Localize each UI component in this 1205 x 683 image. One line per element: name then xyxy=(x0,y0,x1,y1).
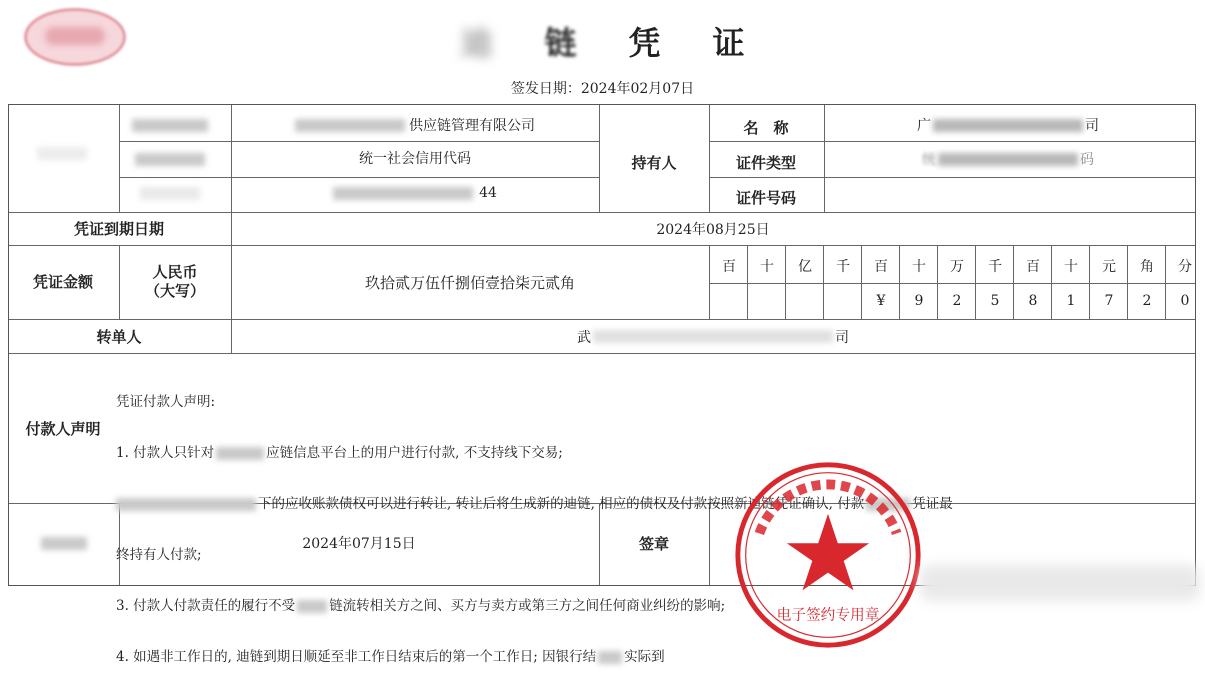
issuer-name: 供应链管理有限公司 xyxy=(232,112,598,138)
amount-currency xyxy=(120,247,230,317)
holder-id-no-label: 证件号码 xyxy=(735,188,796,207)
currency-line-1: 人民币 xyxy=(152,263,198,281)
amount-digit-8: 8 xyxy=(1028,292,1038,309)
issuer-side-label xyxy=(12,140,112,166)
amount-unit-11: 角 xyxy=(1140,258,1154,275)
expiry-value: 2024年08月25日 xyxy=(656,221,770,238)
declaration-line-3: 终持有人付款; xyxy=(116,547,202,563)
issuer-label-2 xyxy=(120,146,220,172)
seal-star-icon xyxy=(787,514,869,590)
title-char-2: 链 xyxy=(544,24,577,62)
holder-name: 广 司 xyxy=(917,118,1099,134)
title-char-1: 迪 xyxy=(460,24,493,62)
amount-label: 凭证金额 xyxy=(32,273,93,291)
amount-unit-4: 百 xyxy=(874,258,888,275)
amount-unit-2: 亿 xyxy=(798,258,812,275)
amount-digit-4: ¥ xyxy=(876,292,886,309)
amount-unit-0: 百 xyxy=(722,258,736,275)
amount-digit-3 xyxy=(824,283,862,318)
issue-date: 签发日期：2024年02月07日 xyxy=(510,81,695,97)
holder-id-no xyxy=(824,180,1192,206)
amount-digit-2 xyxy=(786,283,824,318)
declaration-line-5: 4. 如遇非工作日的, 迪链到期日顺延至非工作日结束后的第一个工作日; 因银行结 实际到 xyxy=(116,649,665,665)
amount-digit-0 xyxy=(710,283,748,318)
footer-left-label xyxy=(14,505,114,581)
transfer-label: 转单人 xyxy=(96,328,142,346)
seal-text: 电子签约专用章 xyxy=(776,606,880,624)
amount-digit-12: 0 xyxy=(1180,292,1190,309)
amount-digit-9: 1 xyxy=(1066,292,1076,309)
document-title xyxy=(0,18,1205,64)
amount-unit-7: 千 xyxy=(988,258,1002,275)
amount-unit-3: 千 xyxy=(836,258,850,275)
amount-unit-9: 十 xyxy=(1064,258,1078,275)
amount-digit-6: 2 xyxy=(952,292,962,309)
issuer-credit-code-label: 统一社会信用代码 xyxy=(359,151,471,167)
amount-unit-8: 百 xyxy=(1026,258,1040,275)
amount-unit-12: 分 xyxy=(1178,258,1192,275)
expiry-label: 凭证到期日期 xyxy=(73,220,164,238)
holder-id-type-label: 证件类型 xyxy=(735,153,796,172)
title-char-3: 凭 xyxy=(628,24,661,62)
title-char-4: 证 xyxy=(712,24,745,62)
amount-unit-6: 万 xyxy=(950,258,964,275)
footer-date: 2024年07月15日 xyxy=(302,536,416,552)
declaration-line-1: 1. 付款人只针对 应链信息平台上的用户进行付款, 不支持线下交易; xyxy=(116,445,563,461)
issuer-credit-code: 44 xyxy=(232,180,598,206)
holder-name-label: 名 称 xyxy=(743,118,789,137)
company-seal xyxy=(730,457,926,653)
amount-digit-1 xyxy=(748,283,786,318)
holder-label: 持有人 xyxy=(631,153,677,172)
amount-digit-5: 9 xyxy=(914,292,924,309)
amount-unit-10: 元 xyxy=(1102,258,1116,275)
holder-id-type: 统 码 xyxy=(922,152,1094,168)
declaration-label: 付款人声明 xyxy=(25,419,101,438)
transfer-value: 武 司 xyxy=(577,329,849,346)
currency-line-2: （大写） xyxy=(144,282,205,300)
declaration-line-0: 凭证付款人声明: xyxy=(116,394,216,410)
issuer-label-3 xyxy=(120,180,220,206)
amount-unit-1: 十 xyxy=(760,258,774,275)
issuer-label-1 xyxy=(120,112,220,138)
amount-digit-7: 5 xyxy=(990,292,1000,309)
declaration-line-2: 下的应收账款债权可以进行转让, 转让后将生成新的迪链, 相应的债权及付款按照新迪链凭证确认, 付款 凭证最 xyxy=(116,496,1176,513)
seal-label: 签章 xyxy=(638,534,669,553)
smudge xyxy=(920,565,1200,601)
amount-unit-5: 十 xyxy=(912,258,926,275)
declaration-line-4: 3. 付款人付款责任的履行不受 链流转相关方之间、买方与卖方或第三方之间任何商业纠纷的影响; xyxy=(116,598,726,614)
amount-digit-11: 2 xyxy=(1142,292,1152,309)
amount-digit-10: 7 xyxy=(1104,292,1114,309)
amount-in-words: 玖拾贰万伍仟捌佰壹拾柒元贰角 xyxy=(364,273,575,292)
